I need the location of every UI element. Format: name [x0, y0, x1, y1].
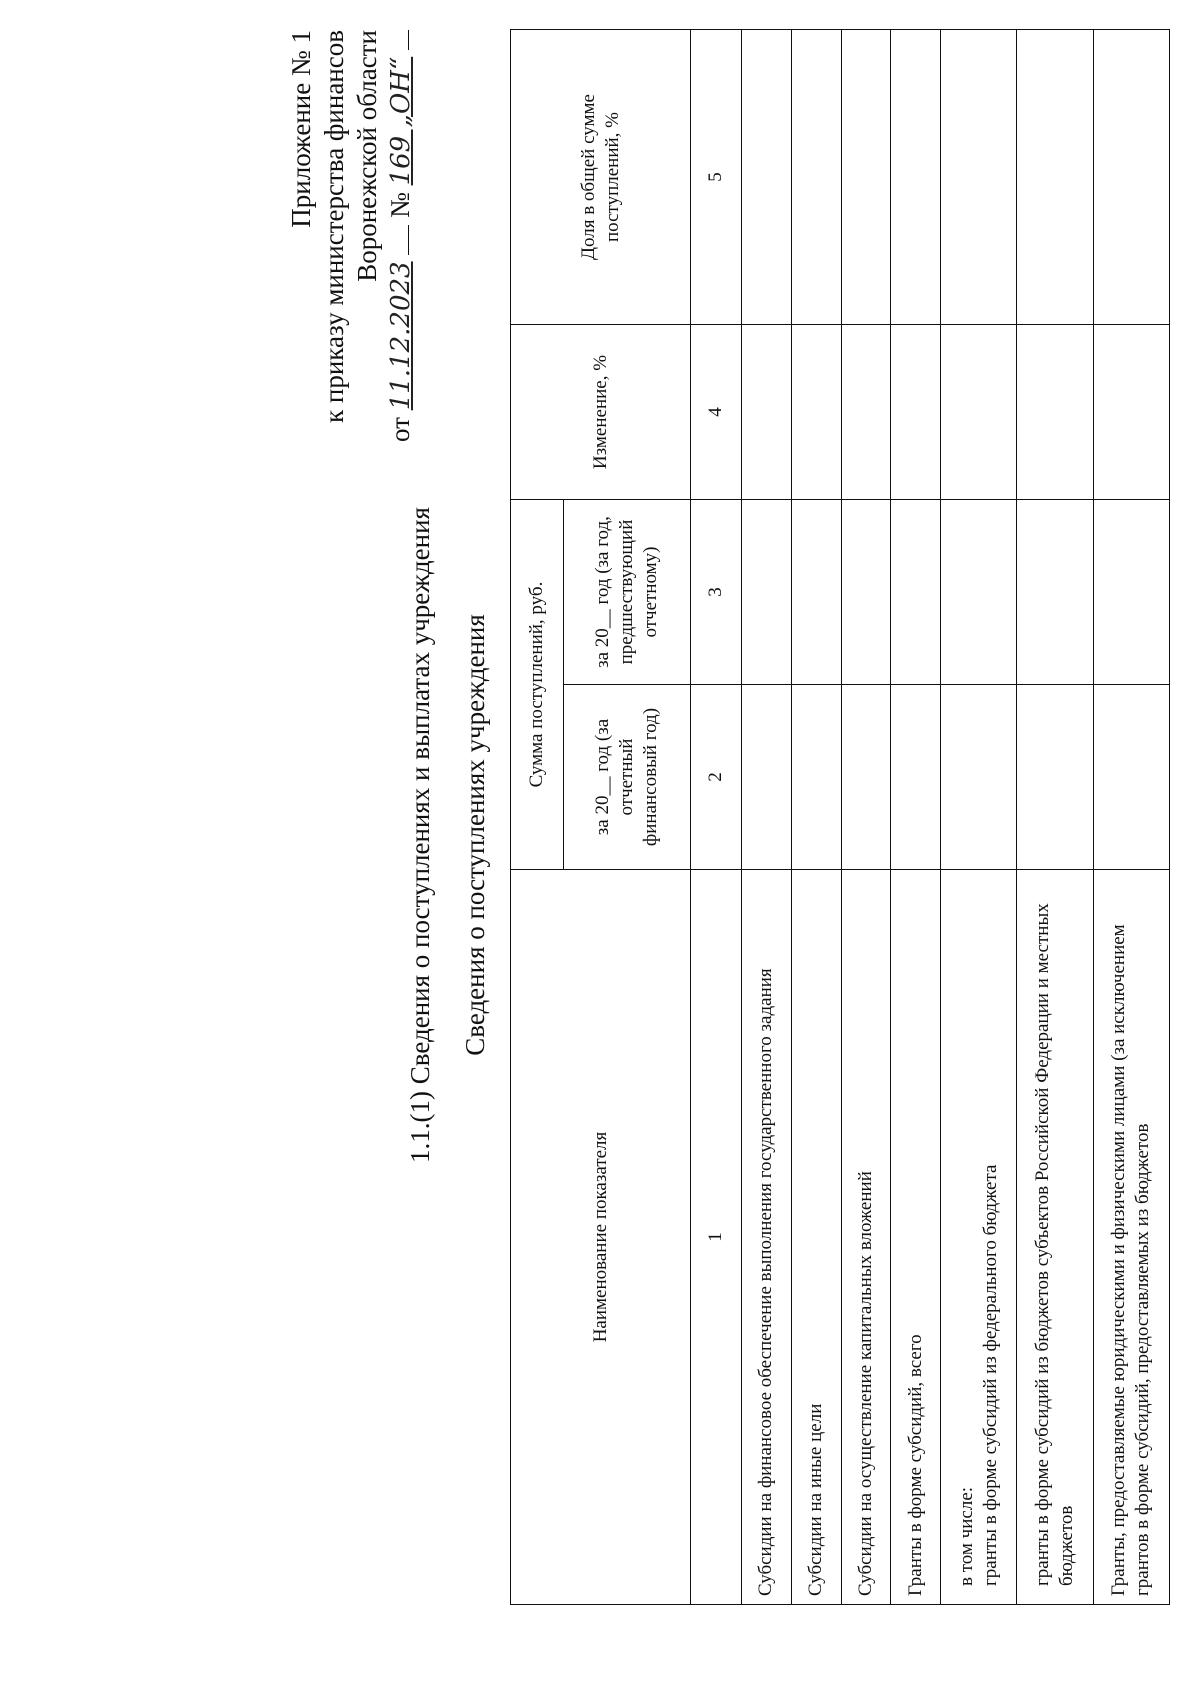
table-row — [791, 30, 841, 1605]
row-cell-reporting — [941, 685, 1017, 870]
row-cell-reporting — [1017, 685, 1093, 870]
appendix-number: Приложение № 1 — [286, 30, 316, 228]
order-number-handwritten: 169 „ОН“ — [386, 56, 416, 186]
appendix-header — [285, 30, 418, 442]
column-number-row — [691, 30, 742, 1605]
row-cell-reporting — [841, 685, 891, 870]
row-cell-change — [791, 325, 841, 500]
header-sum-previous: за 20__ год (за год, предшествующий отчетному) — [563, 500, 690, 685]
number-label: № — [385, 192, 415, 218]
table-row — [1093, 30, 1169, 1605]
row-cell-previous — [941, 500, 1017, 685]
table-row — [941, 30, 1017, 1605]
row-label: Субсидии на иные цели — [791, 870, 841, 1605]
row-cell-previous — [1017, 500, 1093, 685]
header-change: Изменение, % — [511, 325, 691, 500]
table-row — [1017, 30, 1093, 1605]
section-title: 1.1.(1) Сведения о поступлениях и выплатах учреждения — [405, 507, 435, 1163]
row-label: Гранты, предоставляемые юридическими и физическими лицами (за исключением грантов в форме субсидий, предоставляемых из бюджетов — [1093, 870, 1169, 1605]
row-cell-share — [941, 30, 1017, 325]
row-cell-share — [891, 30, 941, 325]
row-cell-previous — [841, 500, 891, 685]
row-cell-share — [791, 30, 841, 325]
row-cell-change — [741, 325, 791, 500]
column-number: 4 — [691, 325, 742, 500]
row-cell-reporting — [741, 685, 791, 870]
row-label: Гранты в форме субсидий, всего — [891, 870, 941, 1605]
row-label: Субсидии на осуществление капитальных вложений — [841, 870, 891, 1605]
row-cell-previous — [891, 500, 941, 685]
table-title: Сведения о поступлениях учреждения — [460, 614, 490, 1056]
row-label: Субсидии на финансовое обеспечение выполнения государственного задания — [741, 870, 791, 1605]
row-cell-change — [891, 325, 941, 500]
column-number: 5 — [691, 30, 742, 325]
row-cell-change — [841, 325, 891, 500]
row-cell-change — [941, 325, 1017, 500]
row-label — [1017, 870, 1093, 1605]
header-share: Доля в общей сумме поступлений, % — [511, 30, 691, 325]
row-cell-share — [1093, 30, 1169, 325]
column-number: 3 — [691, 500, 742, 685]
row-cell-reporting — [1093, 685, 1169, 870]
row-cell-reporting — [791, 685, 841, 870]
header-sum-reporting: за 20__ год (за отчетный финансовый год) — [563, 685, 690, 870]
order-date-handwritten: 11.12.2023 — [386, 261, 416, 411]
row-name: гранты в форме субсидий из федерального бюджета — [979, 1164, 1001, 1586]
row-cell-previous — [1093, 500, 1169, 685]
table-row — [891, 30, 941, 1605]
row-prefix: в том числе: — [955, 1486, 977, 1586]
receipts-table — [510, 29, 1170, 1605]
table-row — [741, 30, 791, 1605]
header-row-1 — [511, 30, 564, 1605]
rotated-page — [285, 30, 1200, 1640]
row-name: гранты в форме субсидий из бюджетов субъектов Российской Федерации и местных бюджетов — [1031, 903, 1077, 1586]
region-name: Воронежской области — [352, 30, 382, 282]
column-number: 1 — [691, 870, 742, 1605]
row-cell-share — [741, 30, 791, 325]
header-sum-group: Сумма поступлений, руб. — [511, 500, 564, 870]
header-indicator-name: Наименование показателя — [511, 870, 691, 1605]
from-label: от — [385, 417, 415, 442]
row-cell-change — [1017, 325, 1093, 500]
row-label — [941, 870, 1017, 1605]
row-cell-share — [841, 30, 891, 325]
row-cell-share — [1017, 30, 1093, 325]
table-row — [841, 30, 891, 1605]
row-cell-previous — [741, 500, 791, 685]
row-cell-change — [1093, 325, 1169, 500]
order-reference: к приказу министерства финансов — [319, 30, 349, 423]
row-cell-previous — [791, 500, 841, 685]
row-cell-reporting — [891, 685, 941, 870]
column-number: 2 — [691, 685, 742, 870]
